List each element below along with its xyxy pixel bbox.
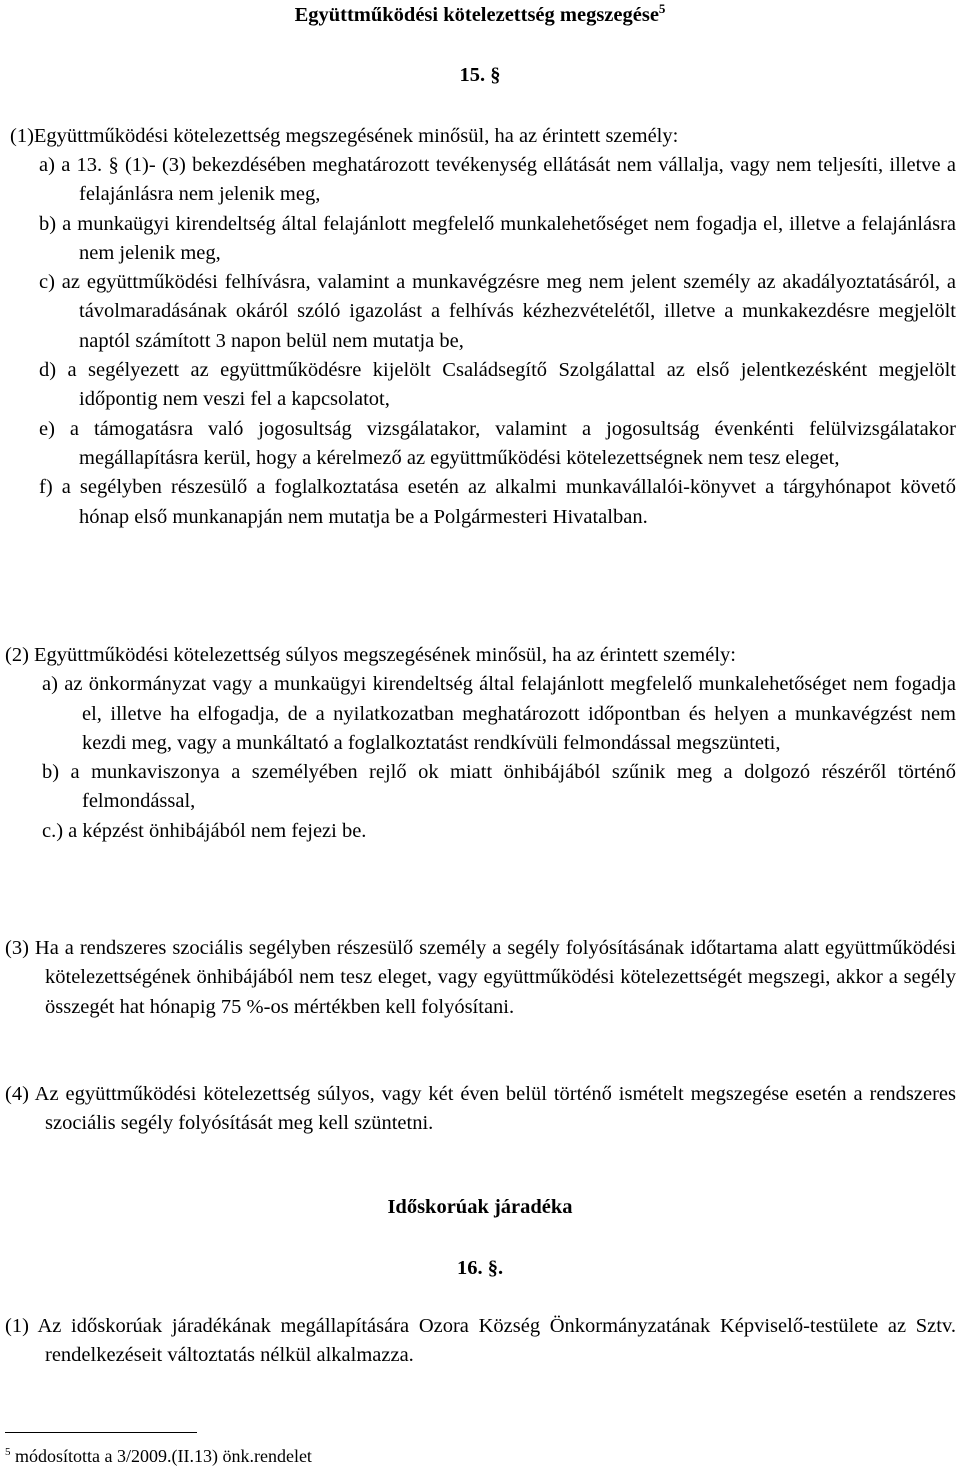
- list-item-c: c.) a képzést önhibájából nem fejezi be.: [42, 819, 367, 842]
- para-15-2: [5, 641, 956, 846]
- list-item-b: b) a munkaviszonya a személyében rejlő ok miatt önhibájából szűnik meg a dolgozó részéről történő felmondással,: [42, 761, 956, 813]
- para-15-1-intro: (1)Együttműködési kötelezettség megszegésének minősül, ha az érintett személy:: [10, 125, 679, 147]
- section-title-text: Együttműködési kötelezettség megszegése: [294, 4, 659, 26]
- footnote-number: 5: [5, 1446, 11, 1458]
- footnote: [5, 1446, 312, 1467]
- footnote-text: módosította a 3/2009.(II.13) önk.rendelet: [15, 1446, 312, 1466]
- paragraph-number-16: 16. §.: [456, 1257, 504, 1279]
- list-item-e: e) a támogatásra való jogosultság vizsgálatakor, valamint a jogosultság évenkénti felülvizsgálatakor megállapításra kerül, hogy a kérelmező az együttműködési kötelezettségnek nem tesz eleget,: [39, 417, 956, 469]
- para-15-4-text: (4) Az együttműködési kötelezettség súlyos, vagy két éven belül történő ismételt megszegése esetén a rendszeres szociális segély folyósítását meg kell szüntetni.: [5, 1083, 956, 1135]
- footnote-divider: [5, 1432, 197, 1433]
- para-16-1-text: (1) Az időskorúak járadékának megállapítására Ozora Község Önkormányzatának Képviselő-testülete az Sztv. rendelkezéseit változtatás nélkül alkalmazza.: [5, 1315, 956, 1367]
- para-15-3-text: (3) Ha a rendszeres szociális segélyben részesülő személy a segély folyósításának időtartama alatt együttműködési kötelezettségének önhibájából nem tesz eleget, vagy együttműködési kötelezettségét megszegi, akkor a segély összegét hat hónapig 75 %-os mértékben kell folyósítani.: [5, 937, 956, 1018]
- footnote-ref[interactable]: 5: [658, 1, 666, 17]
- section-heading-16: Időskorúak járadéka: [387, 1196, 573, 1218]
- section-title: [0, 1, 960, 27]
- list-item-c: c) az együttműködési felhívásra, valamint a munkavégzésre meg nem jelent személy az akadályoztatásáról, a távolmaradásának okáról szóló igazolást a felhívás kézhezvételétől, illetve a munkakezdésre megjelölt naptól számított 3 napon belül nem mutatja be,: [39, 271, 956, 352]
- para-15-2-intro: (2) Együttműködési kötelezettség súlyos megszegésének minősül, ha az érintett személy:: [5, 644, 736, 666]
- list-item-a: a) az önkormányzat vagy a munkaügyi kirendeltség által felajánlott megfelelő munkalehetőséget nem fogadja el, illetve ha elfogadja, de a nyilatkozatban meghatározott időpontban és helyen a munkavégzést nem kezdi meg, vagy a munkáltató a foglalkoztatást rendkívüli felmondással megszünteti,: [42, 673, 956, 754]
- list-item-f: f) a segélyben részesülő a foglalkoztatása esetén az alkalmi munkavállalói-könyvet a tárgyhónapot követő hónap első munkanapján nem mutatja be a Polgármesteri Hivatalban.: [39, 476, 956, 528]
- list-item-a: a) a 13. § (1)- (3) bekezdésében meghatározott tevékenység ellátását nem vállalja, vagy nem teljesíti, illetve a felajánlásra nem jelenik meg,: [39, 154, 956, 206]
- list-item-d: d) a segélyezett az együttműködésre kijelölt Családsegítő Szolgálattal az első jelentkezésként megjelölt időpontig nem veszi fel a kapcsolatot,: [39, 359, 956, 411]
- list-item-b: b) a munkaügyi kirendeltség által felajánlott megfelelő munkalehetőséget nem fogadja el, illetve a felajánlásra nem jelenik meg,: [39, 212, 956, 264]
- para-15-3: [5, 934, 956, 1022]
- para-16-1: [5, 1312, 956, 1371]
- paragraph-number-15: 15. §: [459, 64, 501, 86]
- para-15-1-list: [39, 151, 956, 532]
- para-15-4: [5, 1080, 956, 1139]
